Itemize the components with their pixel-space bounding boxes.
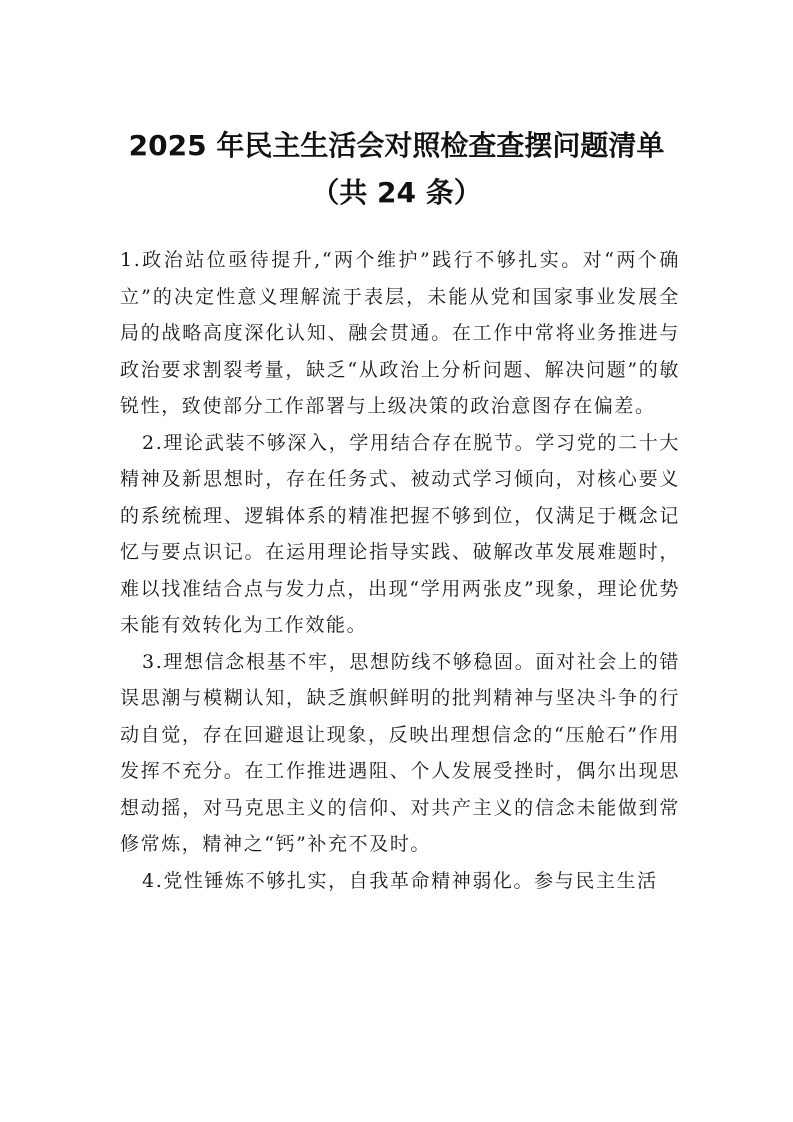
document-title: 2025 年民主生活会对照检查查摆问题清单 (128, 129, 665, 162)
paragraph-item-1: 1.政治站位亟待提升,“两个维护”践行不够扎实。对“两个确立”的决定性意义理解流于表层，未能从党和国家事业发展全局的战略高度深化认知、融会贯通。在工作中常将业务推进与政治要求割裂考量，缺乏“从政治上分析问题、解决问题”的敏锐性，致使部分工作部署与上级决策的政治意图存在偏差。 (120, 249, 680, 417)
paragraph-item-3: 3.理想信念根基不牢，思想防线不够稳固。面对社会上的错误思潮与模糊认知，缺乏旗帜鲜明的批判精神与坚决斗争的行动自觉，存在回避退让现象，反映出理想信念的“压舱石”作用发挥不充分。在工作推进遇阻、个人发展受挫时，偶尔出现思想动摇，对马克思主义的信仰、对共产主义的信念未能做到常修常炼，精神之“钙”补充不及时。 (120, 650, 680, 855)
paragraph-item-2: 2.理论武装不够深入，学用结合存在脱节。学习党的二十大精神及新思想时，存在任务式、被动式学习倾向，对核心要义的系统梳理、逻辑体系的精准把握不够到位，仅满足于概念记忆与要点识记。在运用理论指导实践、破解改革发展难题时，难以找准结合点与发力点，出现“学用两张皮”现象，理论优势未能有效转化为工作效能。 (120, 431, 680, 636)
paragraph-item-4: 4.党性锤炼不够扎实，自我革命精神弱化。参与民主生活 (142, 869, 658, 892)
document-body (120, 242, 680, 899)
document-subtitle: （共 24 条） (311, 176, 482, 209)
